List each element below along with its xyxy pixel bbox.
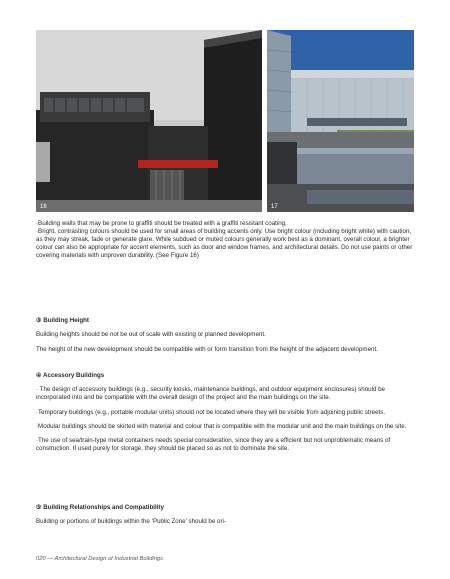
figure-17-photo	[267, 30, 414, 212]
section-accessory-buildings	[36, 372, 414, 460]
section-paragraph: · The design of accessory buildings (e.g., security kiosks, maintenance buildings, and outdoor equipment enclosures) should be incorporated into and be compatible with the overall design of the project and the main buildings on the site.	[36, 386, 385, 402]
figure-16-photo	[36, 30, 262, 212]
section-building-height	[36, 317, 414, 360]
section-paragraph: Building or portions of buildings within the ‘Public Zone’ should be ori-	[36, 518, 226, 526]
section-heading: ④ Accessory Buildings	[36, 372, 105, 379]
section-paragraph: ·Temporary buildings (e.g., portable modular units) should not be located where they will be visible from adjoining public streets.	[36, 408, 386, 416]
section-paragraph: ·Modular buildings should be skirted with material and colour that is compatible with the modular unit and the main buildings on the site.	[36, 422, 407, 430]
section-paragraph: The height of the new development should be compatible with or form transition from the height of the adjacent development.	[36, 345, 378, 353]
page-footer: 020 — Architectural Design of Industrial Buildings	[36, 556, 164, 562]
section-building-relationships	[36, 504, 414, 533]
section-heading: ③ Building Height	[36, 317, 89, 324]
intro-text	[36, 220, 414, 260]
figure-17-number: 17	[271, 204, 278, 210]
colour-bullet: ·Bright, contrasting colours should be used for small areas of building accents only. Use bright colour (including bright white) with caution, as they may streak, fade or generate glare. While subdued or muted colours generally work best as a dominant, overall colour, a brighter colour can also be appropriate for accent elements, such as door and window frames, and architectural details. Do not use paints or other covering materials with unproven durability. (See Figure 16)	[36, 228, 413, 260]
section-paragraph: Building heights should be not be out of scale with existing or planned development.	[36, 331, 266, 339]
graffiti-bullet: ·Building walls that may be prone to graffiti should be treated with a graffiti resistant coating.	[36, 220, 287, 227]
section-heading: ⑤ Building Relationships and Compatibility	[36, 504, 164, 511]
section-paragraph: ·The use of sea/train-type metal containers needs special consideration, since they are a efficient but not unproblematic means of construction. If used purely for storage, they should be placed so as not to dominate the site.	[36, 437, 391, 453]
figure-16-number: 16	[40, 204, 47, 210]
